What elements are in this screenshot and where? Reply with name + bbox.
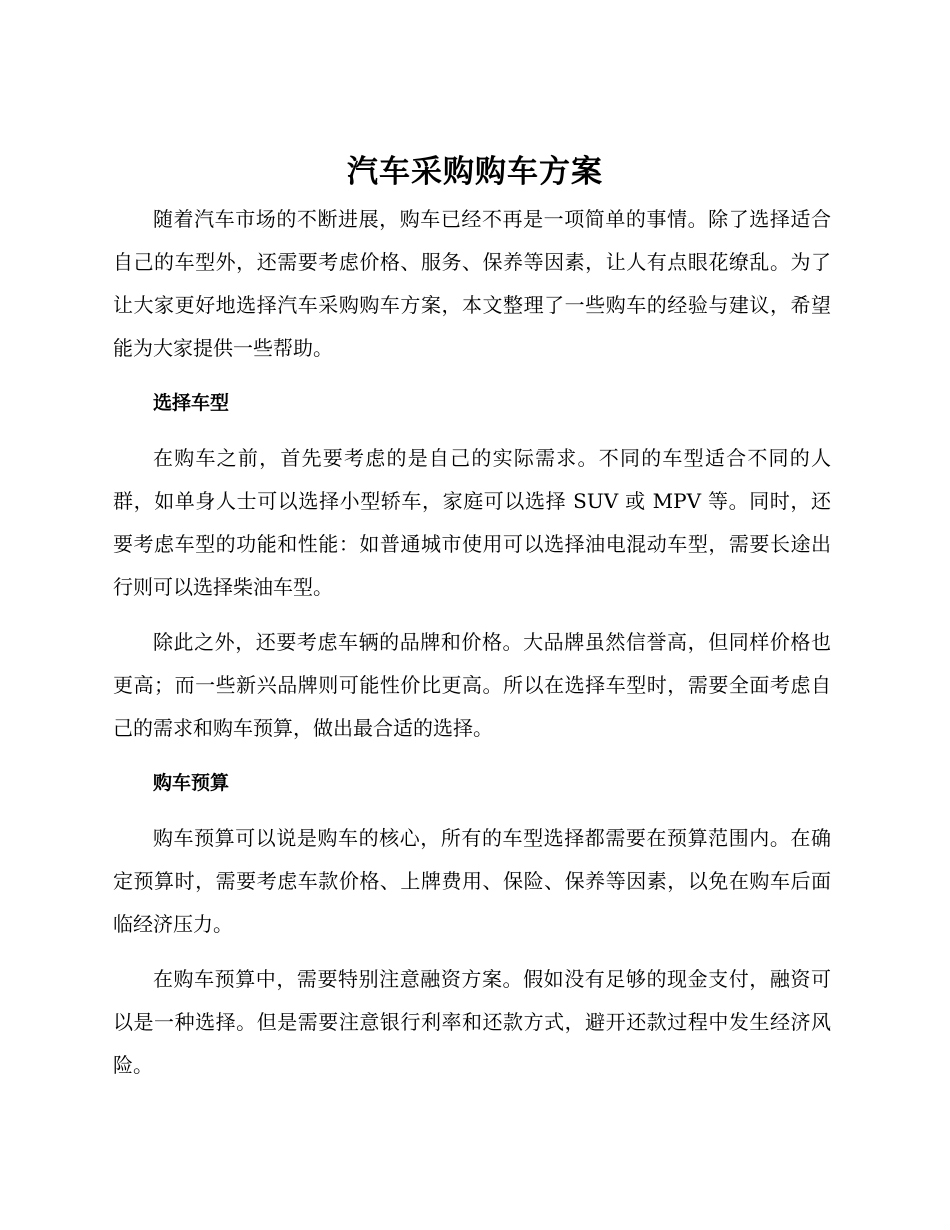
car-model-paragraph-2: 除此之外，还要考虑车辆的品牌和价格。大品牌虽然信誉高，但同样价格也更高；而一些新兴品牌则可能性价比更高。所以在选择车型时，需要全面考虑自己的需求和购车预算，做出最合适的选择。	[113, 630, 831, 740]
budget-paragraph-2: 在购车预算中，需要特别注意融资方案。假如没有足够的现金支付，融资可以是一种选择。但是需要注意银行利率和还款方式，避开还款过程中发生经济风险。	[113, 967, 831, 1077]
section-heading-car-model: 选择车型	[153, 392, 230, 414]
intro-paragraph: 随着汽车市场的不断进展，购车已经不再是一项简单的事情。除了选择适合自己的车型外，还需要考虑价格、服务、保养等因素，让人有点眼花缭乱。为了让大家更好地选择汽车采购购车方案，本文整理了一些购车的经验与建议，希望能为大家提供一些帮助。	[113, 207, 831, 360]
car-model-paragraph-1: 在购车之前，首先要考虑的是自己的实际需求。不同的车型适合不同的人群，如单身人士可以选择小型轿车，家庭可以选择 SUV 或 MPV 等。同时，还要考虑车型的功能和性能：如普通城市使用可以选择油电混动车型，需要长途出行则可以选择柴油车型。	[113, 446, 831, 599]
section-heading-budget: 购车预算	[153, 772, 230, 794]
budget-paragraph-1: 购车预算可以说是购车的核心，所有的车型选择都需要在预算范围内。在确定预算时，需要考虑车款价格、上牌费用、保险、保养等因素，以免在购车后面临经济压力。	[113, 826, 831, 936]
document-body	[113, 198, 831, 1099]
document-title: 汽车采购购车方案	[347, 154, 603, 190]
